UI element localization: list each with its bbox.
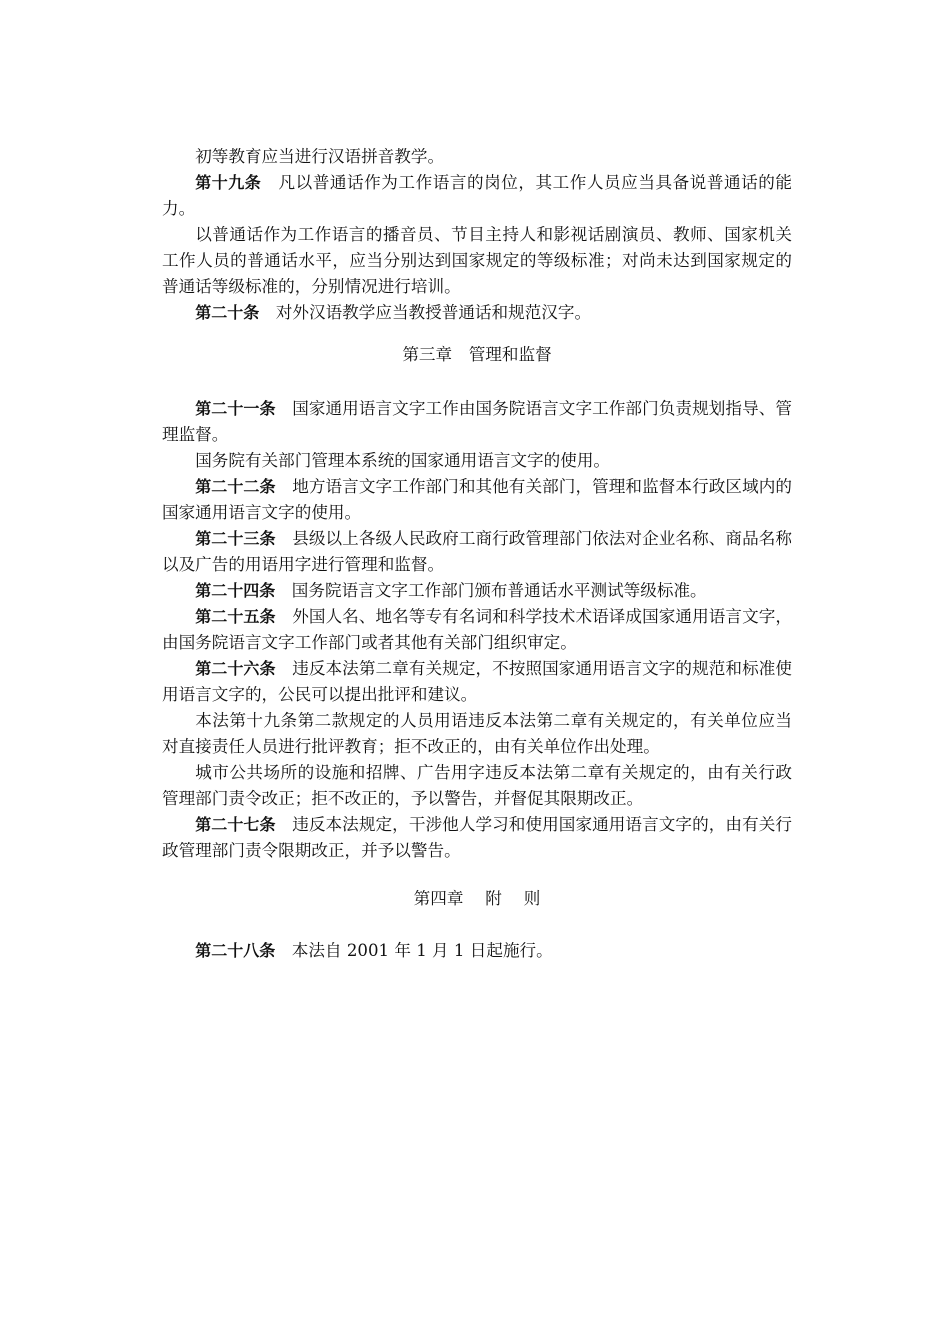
paragraph	[162, 938, 792, 964]
chapter-heading: 第三章 管理和监督	[402, 345, 552, 364]
paragraph	[162, 396, 792, 448]
article-number: 第二十二条	[195, 477, 276, 496]
paragraph	[162, 526, 792, 578]
article-number: 第十九条	[195, 173, 262, 192]
paragraph	[162, 448, 792, 474]
paragraph	[162, 812, 792, 864]
paragraph-text: 国务院有关部门管理本系统的国家通用语言文字的使用。	[195, 451, 611, 470]
article-number: 第二十条	[195, 303, 260, 322]
paragraph-text: 违反本法第二章有关规定，不按照国家通用语言文字的规范和标准使用语言文字的，公民可以提出批评和建议。	[162, 659, 792, 704]
section-block-2	[162, 396, 792, 864]
paragraph-text: 本法第十九条第二款规定的人员用语违反本法第二章有关规定的，有关单位应当对直接责任人员进行批评教育；拒不改正的，由有关单位作出处理。	[162, 711, 792, 756]
article-number: 第二十八条	[195, 941, 276, 960]
chapter-heading: 第四章 附 则	[413, 889, 541, 908]
paragraph-text: 外国人名、地名等专有名词和科学技术术语译成国家通用语言文字，由国务院语言文字工作部门或者其他有关部门组织审定。	[162, 607, 792, 652]
article-number: 第二十六条	[195, 659, 276, 678]
document-page	[162, 144, 792, 964]
article-number: 第二十七条	[195, 815, 276, 834]
paragraph	[162, 300, 792, 326]
paragraph	[162, 170, 792, 222]
section-block-1	[162, 144, 792, 326]
paragraph-text: 凡以普通话作为工作语言的岗位，其工作人员应当具备说普通话的能力。	[162, 173, 792, 218]
paragraph-text: 国务院语言文字工作部门颁布普通话水平测试等级标准。	[275, 581, 707, 600]
paragraph	[162, 604, 792, 656]
paragraph-text: 以普通话作为工作语言的播音员、节目主持人和影视话剧演员、教师、国家机关工作人员的普通话水平，应当分别达到国家规定的等级标准；对尚未达到国家规定的普通话等级标准的，分别情况进行培训。	[162, 225, 792, 296]
paragraph-text: 城市公共场所的设施和招牌、广告用字违反本法第二章有关规定的，由有关行政管理部门责令改正；拒不改正的，予以警告，并督促其限期改正。	[162, 763, 792, 808]
paragraph-text: 本法自 2001 年 1 月 1 日起施行。	[275, 941, 553, 960]
paragraph-text: 初等教育应当进行汉语拼音教学。	[195, 147, 445, 166]
paragraph	[162, 578, 792, 604]
article-number: 第二十一条	[195, 399, 276, 418]
article-number: 第二十四条	[195, 581, 276, 600]
paragraph	[162, 760, 792, 812]
paragraph-text: 县级以上各级人民政府工商行政管理部门依法对企业名称、商品名称以及广告的用语用字进行管理和监督。	[162, 529, 792, 574]
paragraph	[162, 144, 792, 170]
paragraph-text: 对外汉语教学应当教授普通话和规范汉字。	[259, 303, 592, 322]
paragraph	[162, 222, 792, 300]
article-number: 第二十五条	[195, 607, 276, 626]
paragraph-text: 地方语言文字工作部门和其他有关部门，管理和监督本行政区域内的国家通用语言文字的使用。	[162, 477, 792, 522]
paragraph-text: 国家通用语言文字工作由国务院语言文字工作部门负责规划指导、管理监督。	[162, 399, 792, 444]
section-block-3	[162, 938, 792, 964]
paragraph	[162, 656, 792, 708]
paragraph	[162, 474, 792, 526]
paragraph-text: 违反本法规定，干涉他人学习和使用国家通用语言文字的，由有关行政管理部门责令限期改正，并予以警告。	[162, 815, 792, 860]
article-number: 第二十三条	[195, 529, 276, 548]
paragraph	[162, 708, 792, 760]
